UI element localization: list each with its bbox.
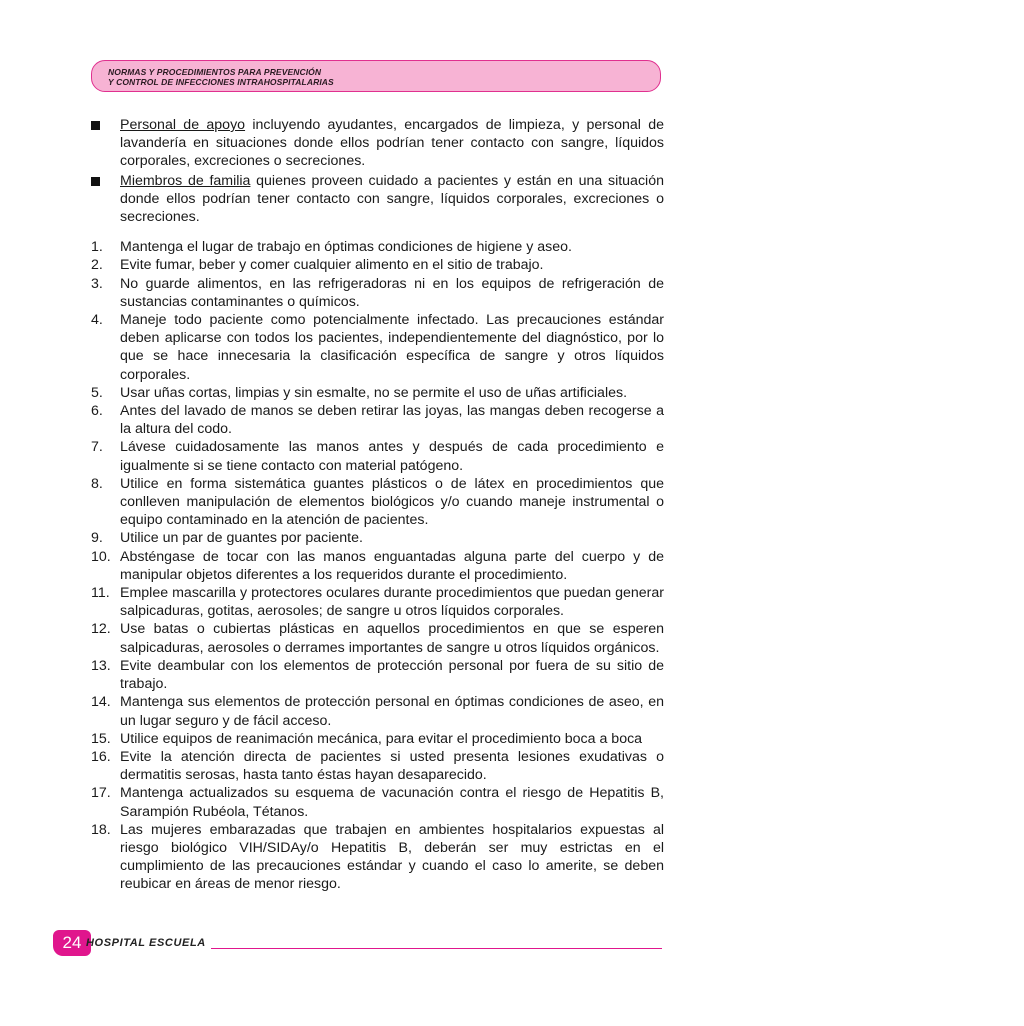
item-number: 7. bbox=[91, 439, 103, 456]
item-number: 9. bbox=[91, 530, 103, 547]
item-text: Utilice en forma sistemática guantes plásticos o de látex en procedimientos que conlleven manipulación de elementos biológicos y/o cuando maneje instrumental o equipo contaminado en la atención de pacientes. bbox=[120, 475, 664, 529]
list-item bbox=[91, 438, 664, 474]
page-number: 24 bbox=[62, 933, 82, 952]
numbered-list bbox=[91, 238, 664, 893]
item-number: 6. bbox=[91, 403, 103, 420]
item-text: Absténgase de tocar con las manos enguantadas alguna parte del cuerpo y de manipular objetos diferentes a los requeridos durante el procedimiento. bbox=[120, 548, 664, 583]
running-header bbox=[91, 60, 661, 92]
list-item bbox=[91, 584, 664, 620]
list-item bbox=[91, 529, 664, 547]
item-text: Utilice equipos de reanimación mecánica, para evitar el procedimiento boca a boca bbox=[120, 730, 643, 747]
item-text: Lávese cuidadosamente las manos antes y después de cada procedimiento e igualmente si se tiene contacto con material patógeno. bbox=[120, 439, 664, 474]
list-item bbox=[91, 730, 664, 748]
list-item bbox=[91, 311, 664, 384]
list-item bbox=[91, 693, 664, 729]
bullet-term: Personal de apoyo bbox=[120, 117, 246, 133]
item-number: 10. bbox=[91, 548, 111, 565]
item-number: 1. bbox=[91, 239, 103, 256]
bullet-item bbox=[91, 116, 664, 171]
bullet-text: incluyendo ayudantes, encargados de limpieza, y personal de lavandería en situaciones donde ellos podrían tener contacto con sangre, líquidos corporales, excreciones o secreciones. bbox=[120, 117, 664, 170]
square-bullet-icon bbox=[91, 121, 100, 130]
page-body bbox=[91, 116, 664, 894]
item-number: 3. bbox=[91, 275, 103, 292]
list-item bbox=[91, 275, 664, 311]
item-text: Usar uñas cortas, limpias y sin esmalte, no se permite el uso de uñas artificiales. bbox=[120, 384, 628, 401]
item-number: 16. bbox=[91, 748, 111, 765]
bullet-term: Miembros de familia bbox=[120, 172, 251, 189]
footer-title: HOSPITAL ESCUELA bbox=[86, 937, 206, 949]
item-number: 2. bbox=[91, 257, 103, 274]
item-text: Mantenga el lugar de trabajo en óptimas condiciones de higiene y aseo. bbox=[120, 239, 572, 256]
item-number: 12. bbox=[91, 621, 111, 638]
header-line-2: Y CONTROL DE INFECCIONES INTRAHOSPITALARIAS bbox=[108, 77, 334, 87]
item-number: 17. bbox=[91, 785, 111, 802]
bullet-list bbox=[91, 116, 664, 226]
item-text: Use batas o cubiertas plásticas en aquellos procedimientos en que se esperen salpicaduras, aerosoles o derrames importantes de sangre u otros líquidos orgánicos. bbox=[120, 621, 664, 656]
item-number: 11. bbox=[91, 585, 110, 602]
list-item bbox=[91, 784, 664, 820]
item-number: 15. bbox=[91, 730, 111, 747]
list-item bbox=[91, 620, 664, 656]
list-item bbox=[91, 475, 664, 530]
item-text: Mantenga actualizados su esquema de vacunación contra el riesgo de Hepatitis B, Sarampión Rubéola, Tétanos. bbox=[120, 785, 664, 820]
square-bullet-icon bbox=[91, 177, 100, 186]
list-item bbox=[91, 238, 664, 256]
list-item bbox=[91, 256, 664, 274]
item-number: 8. bbox=[91, 475, 103, 492]
list-item bbox=[91, 748, 664, 784]
item-text: Maneje todo paciente como potencialmente infectado. Las precauciones estándar deben aplicarse con todos los pacientes, independientemente del diagnóstico, por lo que se hace innecesaria la clasificación específica de sangre y otros líquidos corporales. bbox=[120, 312, 664, 383]
item-text: Emplee mascarilla y protectores oculares durante procedimientos que puedan generar salpicaduras, gotitas, aerosoles; de sangre u otros líquidos corporales. bbox=[120, 585, 664, 620]
bullet-text: quienes proveen cuidado a pacientes y están en una situación donde ellos podrían tener contacto con sangre, líquidos corporales, excreciones o secreciones. bbox=[120, 172, 664, 226]
item-text: Utilice un par de guantes por paciente. bbox=[120, 530, 363, 547]
item-text: Antes del lavado de manos se deben retirar las joyas, las mangas deben recogerse a la altura del codo. bbox=[120, 403, 664, 438]
footer-divider bbox=[211, 948, 662, 949]
bullet-item bbox=[91, 172, 664, 227]
item-number: 5. bbox=[91, 384, 103, 401]
list-item bbox=[91, 821, 664, 894]
item-text: No guarde alimentos, en las refrigeradoras ni en los equipos de refrigeración de sustancias contaminantes o químicos. bbox=[120, 275, 664, 310]
item-number: 4. bbox=[91, 312, 103, 329]
item-number: 14. bbox=[91, 694, 111, 711]
list-item bbox=[91, 384, 664, 402]
item-text: Evite deambular con los elementos de protección personal por fuera de su sitio de trabajo. bbox=[120, 657, 664, 693]
list-item bbox=[91, 548, 664, 584]
item-number: 13. bbox=[91, 657, 111, 674]
item-text: Mantenga sus elementos de protección personal en óptimas condiciones de aseo, en un lugar seguro y de fácil acceso. bbox=[120, 694, 664, 729]
list-item bbox=[91, 402, 664, 438]
item-text: Evite fumar, beber y comer cualquier alimento en el sitio de trabajo. bbox=[120, 257, 544, 274]
item-text: Las mujeres embarazadas que trabajen en ambientes hospitalarios expuestas al riesgo biológico VIH/SIDAy/o Hepatitis B, deberán ser muy estrictas en el cumplimiento de las precauciones estándar y cuando el caso lo amerite, se deben reubicar en áreas de menor riesgo. bbox=[120, 821, 664, 893]
list-item bbox=[91, 657, 664, 693]
header-line-1: NORMAS Y PROCEDIMIENTOS PARA PREVENCIÓN bbox=[108, 67, 322, 77]
item-text: Evite la atención directa de pacientes si usted presenta lesiones exudativas o dermatitis serosas, hasta tanto éstas hayan desaparecido. bbox=[120, 748, 664, 784]
item-number: 18. bbox=[91, 821, 111, 838]
